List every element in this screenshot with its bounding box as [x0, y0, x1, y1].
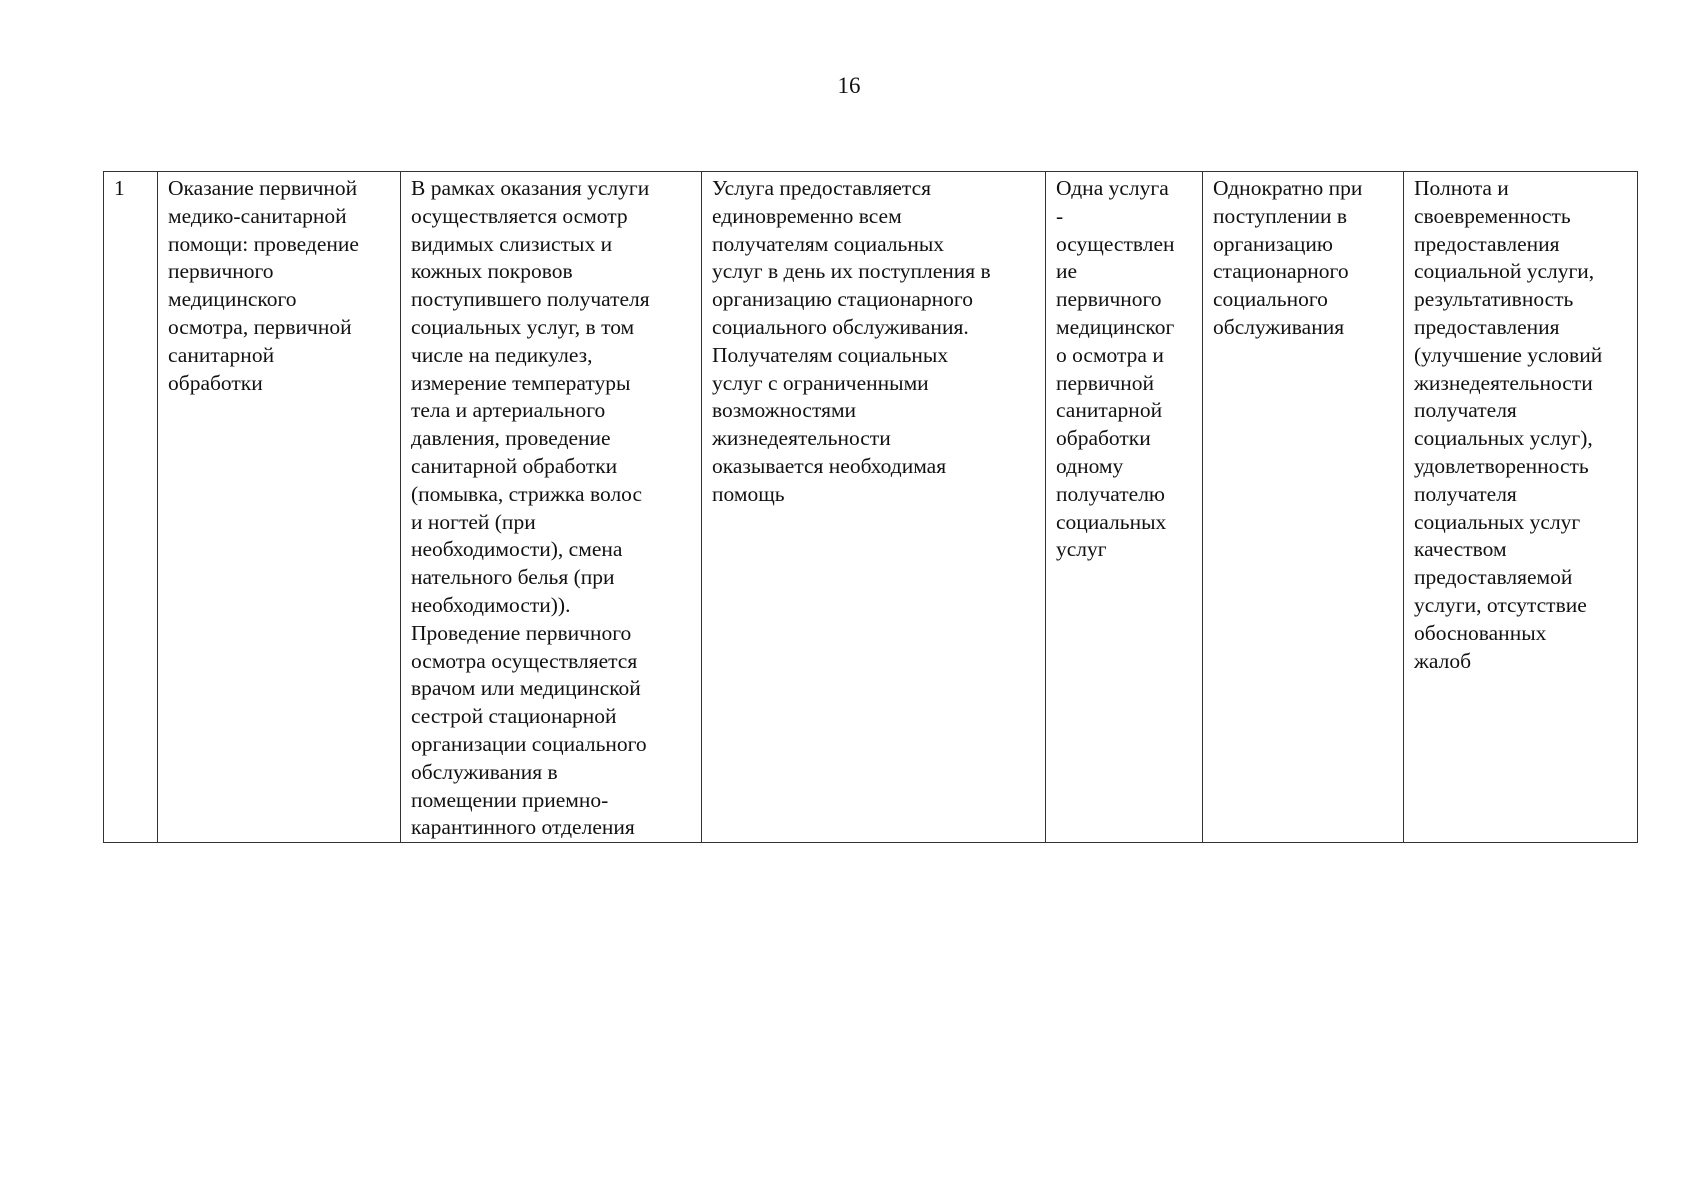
service-description-cell: В рамках оказания услуги осуществляется осмотр видимых слизистых и кожных покровов поступившего получателя социальных услуг, в том числе на педикулез, измерение температуры тела и артериального давления, проведение санитарной обработки (помывка, стрижка волос и ногтей (при необходимости), смена нательного белья (при необходимости)). Проведение первичного осмотра осуществляется врачом или медицинской сестрой стационарной организации социального обслуживания в помещении приемно- карантинного отделения [401, 172, 702, 843]
service-conditions-cell: Услуга предоставляется единовременно всем получателям социальных услуг в день их поступления в организацию стационарного социального обслуживания. Получателям социальных услуг с ограниченными возможностями жизнедеятельности оказывается необходимая помощь [702, 172, 1046, 843]
service-quality-cell: Полнота и своевременность предоставления социальной услуги, результативность предоставления (улучшение условий жизнедеятельности получателя социальных услуг), удовлетворенность получателя социальных услуг качеством предоставляемой услуги, отсутствие обоснованных жалоб [1404, 172, 1638, 843]
row-number-cell: 1 [104, 172, 158, 843]
services-table [103, 171, 1638, 843]
table-row [104, 172, 1638, 843]
service-frequency-cell: Однократно при поступлении в организацию стационарного социального обслуживания [1203, 172, 1404, 843]
service-name-cell: Оказание первичной медико-санитарной помощи: проведение первичного медицинского осмотра, первичной санитарной обработки [158, 172, 401, 843]
page-number: 16 [837, 73, 861, 98]
service-unit-cell: Одна услуга - осуществлен ие первичного медицинског о осмотра и первичной санитарной обработки одному получателю социальных услуг [1046, 172, 1203, 843]
